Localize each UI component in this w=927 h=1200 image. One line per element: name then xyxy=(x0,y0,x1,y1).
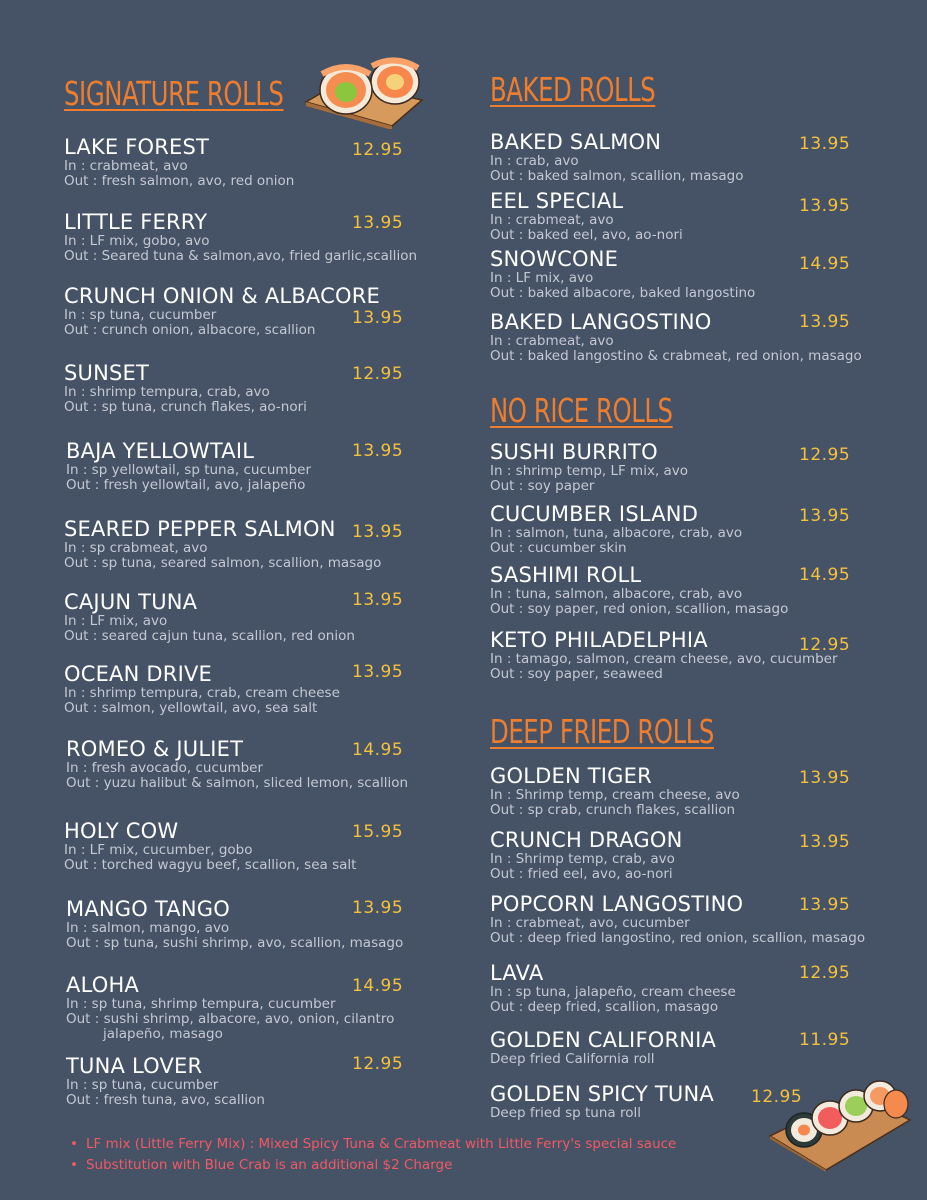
menu-item xyxy=(490,130,744,184)
item-price: 14.95 xyxy=(352,976,404,996)
item-name: KETO PHILADELPHIA xyxy=(490,628,708,652)
item-outside: Out : crunch onion, albacore, scallion xyxy=(64,322,316,338)
item-name: OCEAN DRIVE xyxy=(64,662,213,686)
item-price: 12.95 xyxy=(352,140,404,160)
menu-item xyxy=(490,502,742,556)
sushi-platter-illustration xyxy=(768,1074,913,1172)
item-price: 12.95 xyxy=(799,445,851,465)
item-inside: In : crabmeat, avo xyxy=(64,158,188,174)
item-outside: Out : sp tuna, crunch flakes, ao-nori xyxy=(64,399,307,415)
item-price: 13.95 xyxy=(352,308,404,328)
item-outside: Out : fresh yellowtail, avo, jalapeño xyxy=(66,477,306,493)
item-outside: Out : sp tuna, sushi shrimp, avo, scallion, masago xyxy=(66,935,404,951)
menu-item xyxy=(490,1082,714,1121)
menu-item xyxy=(490,247,755,301)
menu-item xyxy=(490,189,683,243)
item-outside: Out : Seared tuna & salmon,avo, fried garlic,scallion xyxy=(64,248,418,264)
item-inside: In : fresh avocado, cucumber xyxy=(66,760,264,776)
item-outside: Out : fresh tuna, avo, scallion xyxy=(66,1092,265,1108)
item-outside: Out : yuzu halibut & salmon, sliced lemon, scallion xyxy=(66,775,409,791)
menu-item xyxy=(490,764,740,818)
item-inside: In : crabmeat, avo, cucumber xyxy=(490,915,690,931)
item-inside: In : crab, avo xyxy=(490,153,579,169)
item-name: ALOHA xyxy=(66,973,140,997)
item-price: 13.95 xyxy=(352,522,404,542)
item-price: 12.95 xyxy=(799,635,851,655)
item-inside: In : sp crabmeat, avo xyxy=(64,540,208,556)
item-name: SUSHI BURRITO xyxy=(490,440,658,464)
item-inside: In : sp yellowtail, sp tuna, cucumber xyxy=(66,462,311,478)
item-inside: In : sp tuna, cucumber xyxy=(66,1077,219,1093)
item-outside: Out : baked albacore, baked langostino xyxy=(490,285,756,301)
item-name: SNOWCONE xyxy=(490,247,619,271)
item-outside: Out : torched wagyu beef, scallion, sea salt xyxy=(64,857,357,873)
item-outside: Out : baked langostino & crabmeat, red onion, masago xyxy=(490,348,862,364)
footnote-blue-crab: • Substitution with Blue Crab is an additional $2 Charge xyxy=(70,1155,676,1176)
item-price: 14.95 xyxy=(352,740,404,760)
item-inside: In : sp tuna, cucumber xyxy=(64,307,217,323)
item-name: CUCUMBER ISLAND xyxy=(490,502,699,526)
item-name: HOLY COW xyxy=(64,819,179,843)
item-name: LAVA xyxy=(490,961,544,985)
item-inside: In : tamago, salmon, cream cheese, avo, cucumber xyxy=(490,651,838,667)
item-inside: In : tuna, salmon, albacore, crab, avo xyxy=(490,586,743,602)
item-outside: Out : sp crab, crunch flakes, scallion xyxy=(490,802,736,818)
menu-item xyxy=(64,135,294,189)
item-outside: Out : cucumber skin xyxy=(490,540,627,556)
item-price: 14.95 xyxy=(799,565,851,585)
menu-item xyxy=(66,439,311,493)
item-name: GOLDEN SPICY TUNA xyxy=(490,1082,714,1106)
item-price: 13.95 xyxy=(799,832,851,852)
item-name: ROMEO & JULIET xyxy=(66,737,244,761)
item-name: TUNA LOVER xyxy=(66,1054,203,1078)
item-outside: Out : seared cajun tuna, scallion, red onion xyxy=(64,628,355,644)
item-inside: In : salmon, tuna, albacore, crab, avo xyxy=(490,525,743,541)
item-inside: In : shrimp temp, LF mix, avo xyxy=(490,463,689,479)
item-price: 12.95 xyxy=(799,963,851,983)
item-price: 13.95 xyxy=(352,898,404,918)
item-price: 13.95 xyxy=(799,196,851,216)
item-outside: Out : baked eel, avo, ao-nori xyxy=(490,227,683,243)
item-inside: In : sp tuna, shrimp tempura, cucumber xyxy=(66,996,336,1012)
item-price: 11.95 xyxy=(799,1030,851,1050)
item-price: 13.95 xyxy=(352,662,404,682)
item-price: 13.95 xyxy=(799,134,851,154)
item-name: LAKE FOREST xyxy=(64,135,210,159)
item-inside: In : LF mix, gobo, avo xyxy=(64,233,210,249)
item-price: 13.95 xyxy=(352,441,404,461)
menu-item xyxy=(64,590,355,644)
item-inside: In : LF mix, cucumber, gobo xyxy=(64,842,253,858)
section-title-deep-fried: DEEP FRIED ROLLS xyxy=(490,712,714,751)
item-price: 13.95 xyxy=(799,895,851,915)
menu-item xyxy=(490,1028,716,1067)
item-outside: Out : fried eel, avo, ao-nori xyxy=(490,866,673,882)
item-outside: Out : soy paper xyxy=(490,478,595,494)
item-name: EEL SPECIAL xyxy=(490,189,624,213)
item-price: 13.95 xyxy=(799,768,851,788)
item-outside-continued: jalapeño, masago xyxy=(103,1026,223,1042)
item-name: BAKED SALMON xyxy=(490,130,662,154)
item-name: CAJUN TUNA xyxy=(64,590,198,614)
item-inside: Deep fried sp tuna roll xyxy=(490,1105,641,1121)
item-price: 13.95 xyxy=(799,506,851,526)
item-outside: Out : salmon, yellowtail, avo, sea salt xyxy=(64,700,318,716)
item-price: 13.95 xyxy=(352,590,404,610)
menu-item xyxy=(490,440,688,494)
item-inside: In : LF mix, avo xyxy=(64,613,168,629)
item-outside: Out : sp tuna, seared salmon, scallion, masago xyxy=(64,555,382,571)
item-outside: Out : fresh salmon, avo, red onion xyxy=(64,173,295,189)
item-name: MANGO TANGO xyxy=(66,897,230,921)
menu-item xyxy=(490,628,838,682)
menu-item xyxy=(490,828,682,882)
item-outside: Out : baked salmon, scallion, masago xyxy=(490,168,744,184)
menu-item xyxy=(64,517,381,571)
item-price: 13.95 xyxy=(799,312,851,332)
item-price: 12.95 xyxy=(352,364,404,384)
sushi-roll-illustration xyxy=(300,54,425,129)
menu-item xyxy=(66,973,394,1042)
item-name: GOLDEN CALIFORNIA xyxy=(490,1028,717,1052)
item-outside: Out : sushi shrimp, albacore, avo, onion, cilantro xyxy=(66,1011,395,1027)
item-inside: In : LF mix, avo xyxy=(490,270,594,286)
item-inside: In : Shrimp temp, crab, avo xyxy=(490,851,675,867)
section-title-baked: BAKED ROLLS xyxy=(490,70,656,109)
item-outside: Out : soy paper, seaweed xyxy=(490,666,663,682)
item-name: LITTLE FERRY xyxy=(64,210,208,234)
item-inside: Deep fried California roll xyxy=(490,1051,655,1067)
section-title-no-rice: NO RICE ROLLS xyxy=(490,391,673,430)
item-name: BAJA YELLOWTAIL xyxy=(66,439,255,463)
menu-item xyxy=(64,284,380,338)
item-outside: Out : deep fried langostino, red onion, scallion, masago xyxy=(490,930,866,946)
item-name: CRUNCH ONION & ALBACORE xyxy=(64,284,380,308)
item-name: GOLDEN TIGER xyxy=(490,764,652,788)
item-name: SEARED PEPPER SALMON xyxy=(64,517,336,541)
section-title-signature: SIGNATURE ROLLS xyxy=(64,74,284,113)
menu-item xyxy=(490,563,788,617)
footnotes xyxy=(70,1134,676,1176)
menu-item xyxy=(64,361,307,415)
item-name: POPCORN LANGOSTINO xyxy=(490,892,744,916)
item-price: 14.95 xyxy=(799,254,851,274)
item-name: SUNSET xyxy=(64,361,150,385)
item-price: 15.95 xyxy=(352,822,404,842)
menu-item xyxy=(66,1054,265,1108)
item-inside: In : sp tuna, jalapeño, cream cheese xyxy=(490,984,736,1000)
item-price: 12.95 xyxy=(352,1054,404,1074)
menu-item xyxy=(64,819,356,873)
item-price: 12.95 xyxy=(751,1087,803,1107)
item-name: SASHIMI ROLL xyxy=(490,563,642,587)
item-inside: In : shrimp tempura, crab, cream cheese xyxy=(64,685,340,701)
item-name: BAKED LANGOSTINO xyxy=(490,310,712,334)
item-inside: In : shrimp tempura, crab, avo xyxy=(64,384,270,400)
menu-item xyxy=(64,662,340,716)
item-inside: In : Shrimp temp, cream cheese, avo xyxy=(490,787,740,803)
menu-item xyxy=(490,961,736,1015)
item-outside: Out : deep fried, scallion, masago xyxy=(490,999,719,1015)
item-inside: In : crabmeat, avo xyxy=(490,212,614,228)
item-name: CRUNCH DRAGON xyxy=(490,828,683,852)
footnote-lf-mix: • LF mix (Little Ferry Mix) : Mixed Spicy Tuna & Crabmeat with Little Ferry's special sauce xyxy=(70,1134,676,1155)
item-price: 13.95 xyxy=(352,213,404,233)
item-outside: Out : soy paper, red onion, scallion, masago xyxy=(490,601,789,617)
item-inside: In : crabmeat, avo xyxy=(490,333,614,349)
item-inside: In : salmon, mango, avo xyxy=(66,920,230,936)
